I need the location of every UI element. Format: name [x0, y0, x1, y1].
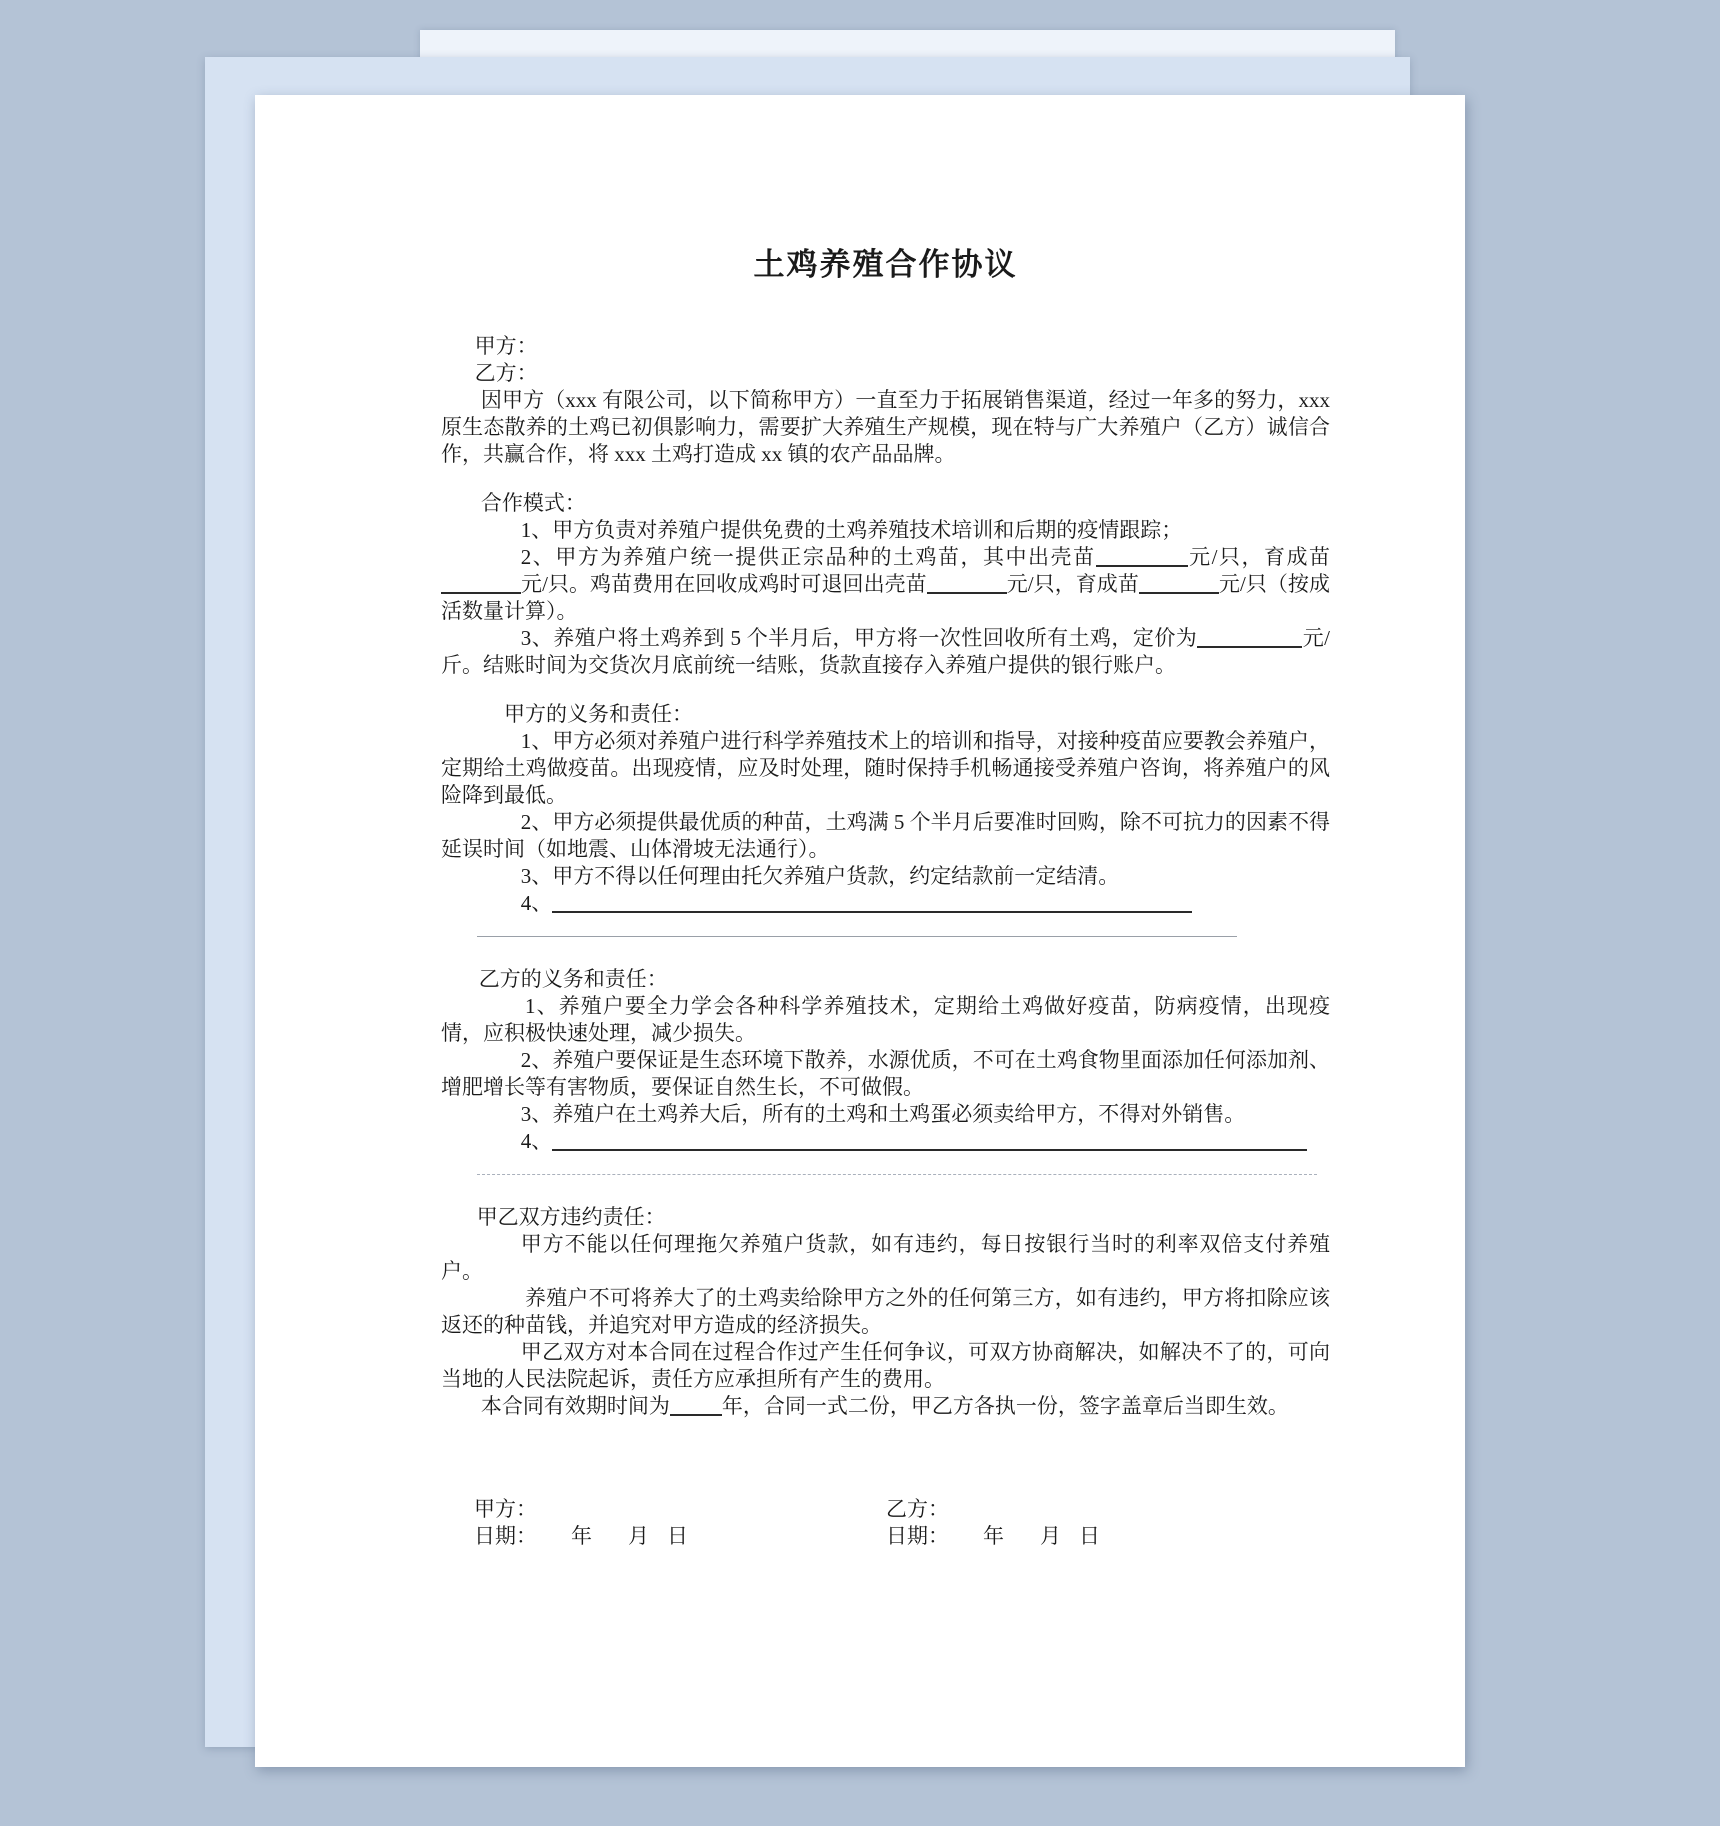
- doc-paragraph: 1、养殖户要全力学会各种科学养殖技术，定期给土鸡做好疫苗，防病疫情，出现疫情，应积极快速处理，减少损失。: [441, 994, 1330, 1045]
- blank-rule-row: [441, 1155, 1330, 1182]
- doc-paragraph: 甲乙双方违约责任：: [476, 1205, 666, 1229]
- doc-paragraph: 因甲方（xxx 有限公司，以下简称甲方）一直至力于拓展销售渠道，经过一年多的努力，xxx 原生态散养的土鸡已初俱影响力，需要扩大养殖生产规模，现在特与广大养殖户（乙方）诚信合作，共赢合作，将 xxx 土鸡打造成 xx 镇的农产品品牌。: [441, 388, 1330, 466]
- doc-paragraph: 本合同有效期时间为 年，合同一式二份，甲乙方各执一份，签字盖章后当即生效。: [480, 1394, 1289, 1418]
- document-page: [255, 95, 1465, 1767]
- section-gap: [441, 468, 1330, 490]
- party-b-day-label: 日: [1079, 1524, 1100, 1548]
- fill-in-blank: [670, 1400, 722, 1416]
- party-a-signature: [474, 1496, 886, 1550]
- blank-line: [477, 1174, 1317, 1175]
- document-title: 土鸡养殖合作协议: [753, 247, 1018, 282]
- doc-paragraph: 3、养殖户将土鸡养到 5 个半月后，甲方将一次性回收所有土鸡，定价为 元/斤。结账时间为交货次月底前统一结账，货款直接存入养殖户提供的银行账户。: [441, 626, 1330, 677]
- section-gap: [441, 944, 1330, 966]
- party-a-day-label: 日: [667, 1524, 688, 1548]
- doc-paragraph: 甲乙双方对本合同在过程合作过产生任何争议，可双方协商解决，如解决不了的，可向当地的人民法院起诉，责任方应承担所有产生的费用。: [441, 1340, 1330, 1391]
- doc-paragraph: 1、甲方负责对养殖户提供免费的土鸡养殖技术培训和后期的疫情跟踪；: [520, 518, 1183, 542]
- doc-paragraph: 4、: [441, 1128, 1330, 1155]
- doc-paragraph: 3、甲方不得以任何理由托欠养殖户货款，约定结款前一定结清。: [520, 864, 1120, 888]
- doc-paragraph: 合作模式：: [480, 491, 586, 515]
- fill-in-blank: [1096, 551, 1188, 567]
- party-b-date-label: 日期：: [886, 1524, 949, 1548]
- party-a-year-label: 年: [571, 1524, 592, 1548]
- fill-in-blank: [441, 578, 521, 594]
- doc-paragraph: 3、养殖户在土鸡养大后，所有的土鸡和土鸡蛋必须卖给甲方，不得对外销售。: [520, 1102, 1246, 1126]
- party-a-month-label: 月: [628, 1524, 649, 1548]
- party-b-date-line: [886, 1523, 1100, 1550]
- doc-paragraph: 乙方：: [474, 361, 538, 385]
- doc-paragraph: 养殖户不可将养大了的土鸡卖给除甲方之外的任何第三方，如有违约，甲方将扣除应该返还的种苗钱，并追究对甲方造成的经济损失。: [441, 1286, 1330, 1337]
- doc-paragraph: 1、甲方必须对养殖户进行科学养殖技术上的培训和指导，对接种疫苗应要教会养殖户，定期给土鸡做疫苗。出现疫情，应及时处理，随时保持手机畅通接受养殖户咨询，将养殖户的风险降到最低。: [441, 729, 1330, 807]
- blank-rule-row: [441, 917, 1330, 944]
- signature-block: [441, 1496, 1330, 1550]
- party-b-signature: [886, 1496, 1100, 1550]
- party-a-signature-label: 甲方：: [474, 1497, 537, 1521]
- party-b-month-label: 月: [1040, 1524, 1061, 1548]
- fill-in-blank: [1197, 632, 1302, 648]
- doc-paragraph: 2、甲方必须提供最优质的种苗，土鸡满 5 个半月后要准时回购，除不可抗力的因素不得延误时间（如地震、山体滑坡无法通行）。: [441, 810, 1330, 861]
- document-body: [441, 333, 1330, 1420]
- blank-line: [477, 936, 1237, 937]
- fill-in-blank: [552, 897, 1192, 913]
- party-a-date-line: [474, 1523, 886, 1550]
- fill-in-blank: [1139, 578, 1219, 594]
- party-b-signature-label: 乙方：: [886, 1497, 949, 1521]
- doc-paragraph: 甲方的义务和责任：: [504, 702, 693, 726]
- doc-paragraph: 乙方的义务和责任：: [478, 967, 668, 991]
- doc-paragraph: 甲方不能以任何理拖欠养殖户货款，如有违约，每日按银行当时的利率双倍支付养殖户。: [441, 1232, 1330, 1283]
- doc-paragraph: 甲方：: [474, 334, 538, 358]
- party-b-year-label: 年: [983, 1524, 1004, 1548]
- doc-paragraph: 4、: [441, 890, 1330, 917]
- section-gap: [441, 1182, 1330, 1204]
- doc-paragraph: 2、甲方为养殖户统一提供正宗品种的土鸡苗，其中出壳苗 元/只，育成苗元/只。鸡苗费用在回收成鸡时可退回出壳苗 元/只，育成苗 元/只（按成活数量计算）。: [441, 545, 1330, 623]
- party-a-date-label: 日期：: [474, 1524, 537, 1548]
- section-gap: [441, 679, 1330, 701]
- fill-in-blank: [552, 1135, 1307, 1151]
- fill-in-blank: [927, 578, 1007, 594]
- doc-paragraph: 2、养殖户要保证是生态环境下散养，水源优质，不可在土鸡食物里面添加任何添加剂、增肥增长等有害物质，要保证自然生长，不可做假。: [441, 1048, 1330, 1099]
